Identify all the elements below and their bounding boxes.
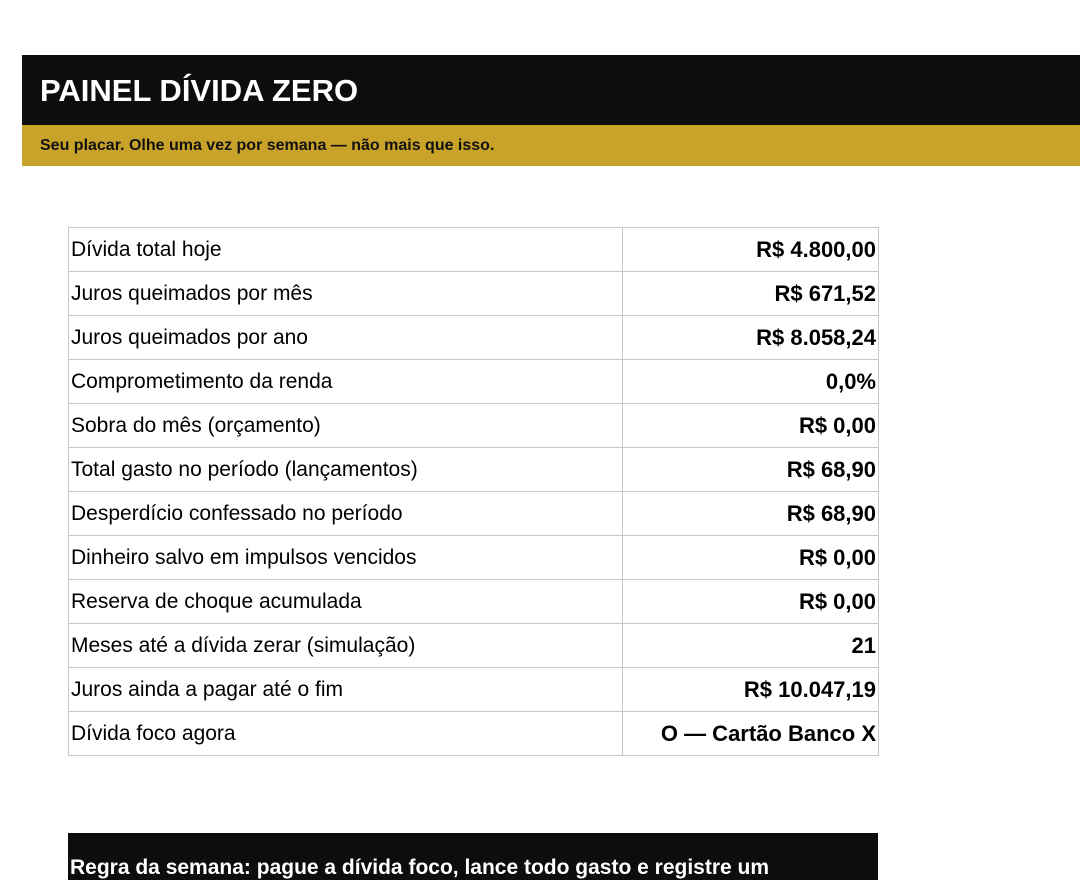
table-row [69,360,879,404]
table-row [69,624,879,668]
table-row [69,404,879,448]
table-row [69,228,879,272]
metrics-table [68,227,879,756]
metric-value-total-spent[interactable]: R$ 68,90 [623,448,879,492]
metric-label-total-spent[interactable]: Total gasto no período (lançamentos) [69,448,623,492]
metric-value-interest-remaining[interactable]: R$ 10.047,19 [623,668,879,712]
metric-value-focus-debt[interactable]: O — Cartão Banco X [623,712,879,756]
metric-value-month-leftover[interactable]: R$ 0,00 [623,404,879,448]
metric-value-income-commitment[interactable]: 0,0% [623,360,879,404]
metric-value-confessed-waste[interactable]: R$ 68,90 [623,492,879,536]
metric-value-shock-reserve[interactable]: R$ 0,00 [623,580,879,624]
metric-value-interest-year[interactable]: R$ 8.058,24 [623,316,879,360]
table-row [69,536,879,580]
metric-label-confessed-waste[interactable]: Desperdício confessado no período [69,492,623,536]
table-row [69,712,879,756]
table-row [69,272,879,316]
weekly-rule-text[interactable]: Regra da semana: pague a dívida foco, lance todo gasto e registre um [70,856,770,879]
page-title: PAINEL DÍVIDA ZERO [40,72,359,108]
subtitle-bar [22,125,1080,166]
weekly-rule-box [68,833,878,880]
metric-label-focus-debt[interactable]: Dívida foco agora [69,712,623,756]
subtitle-text: Seu placar. Olhe uma vez por semana — não mais que isso. [40,136,495,154]
metric-label-income-commitment[interactable]: Comprometimento da renda [69,360,623,404]
metric-label-interest-year[interactable]: Juros queimados por ano [69,316,623,360]
dashboard-header [22,55,1080,125]
metric-value-money-saved[interactable]: R$ 0,00 [623,536,879,580]
metric-value-months-to-zero[interactable]: 21 [623,624,879,668]
table-row [69,448,879,492]
metric-label-month-leftover[interactable]: Sobra do mês (orçamento) [69,404,623,448]
metric-label-interest-month[interactable]: Juros queimados por mês [69,272,623,316]
table-row [69,668,879,712]
metric-label-money-saved[interactable]: Dinheiro salvo em impulsos vencidos [69,536,623,580]
table-row [69,492,879,536]
metric-label-total-debt[interactable]: Dívida total hoje [69,228,623,272]
metric-value-total-debt[interactable]: R$ 4.800,00 [623,228,879,272]
metric-label-months-to-zero[interactable]: Meses até a dívida zerar (simulação) [69,624,623,668]
metric-label-shock-reserve[interactable]: Reserva de choque acumulada [69,580,623,624]
table-row [69,580,879,624]
metric-label-interest-remaining[interactable]: Juros ainda a pagar até o fim [69,668,623,712]
table-row [69,316,879,360]
metric-value-interest-month[interactable]: R$ 671,52 [623,272,879,316]
